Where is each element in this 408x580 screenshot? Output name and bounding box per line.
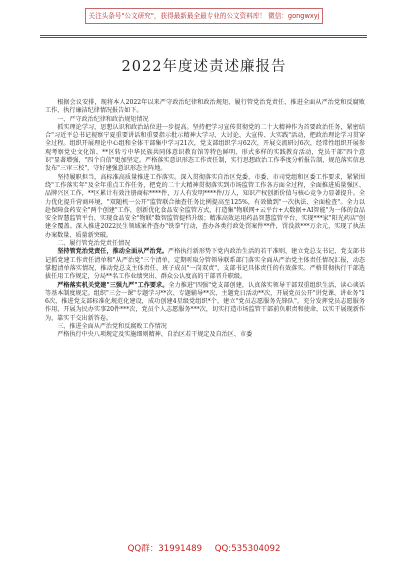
qq-group-number: QQ群：31991489 <box>127 544 203 554</box>
bold-lead: 坚持管党治党责任，推动全面从严治党。 <box>57 248 169 256</box>
qq-number: QQ:535304092 <box>214 544 281 554</box>
report-body <box>45 99 365 340</box>
section-heading-3: 三、推进全面从严治党和反腐败工作情况 <box>57 323 167 331</box>
body-paragraph: 坚持履职担当，高标准高质量推进工作落实。深入贯彻落实自治区党委、市委、市司党组和区委工作要求，紧紧围绕"工作落实年"及全年重点工作任务，把党的二十大精神贯彻落实到市场监管工作各方面全过程，全面推进质量强区、品牌兴区工作，**区累计有效注册商标****件，万人有发明****件/万人，知识产权创新价值与核心竞争力显著提升。全力优化提升营商环境，"双随机一公开"监管联合抽查任务比例提高至125%，有效做到"一次执法、全面检查"。全力以赴保障食药安全"两个创建"工作，创新优化食品安全监管方式，打造集"物联网+云平台+大数据+AI智能"为一体的食品安全智慧监管平台，实现食品安全"物联"数智监管提档升级；精准高效运用药品智慧监管平台，实现***家"阳光药店"创建全覆盖。深入推进2022民生领域案件查办"铁拳"行动，查办各类行政处罚案件**件，罚没款***万余元，实现了执法办案数量、质量新突破。 <box>45 173 365 239</box>
body-paragraph: 严格落实机关党建"三强九严"工作要求。全力推进"四强"党支部创建，认真落实领导干部双重组织生活、读心谈话等基本制度规定。组织"三会一课"专题学习**次、专题辅导**次、主题党日活动**次，开展党员公开"讲党课、讲业务"16次，推进党支部标准化规范化建设，成功创建4星级党组织*个，建立"党员志愿服务先锋队"，充分发挥党员志愿服务作用，开展为民办实事20件***次，党员个人志愿服务***次，切实打造市场监管干部前负职责和使命，以实干展现新作为，靠实干交出新答卷。 <box>45 281 366 322</box>
bold-lead: 严格落实机关党建"三强九严"工作要求。 <box>57 281 169 289</box>
contact-footer <box>0 542 408 554</box>
promo-banner: 关注头条号"公文研究"，获得最新最全最专业的公文资料库！ 微信：gongwxyj <box>85 8 323 24</box>
body-paragraph: 抓实理论学习，思想认识和政治站位进一步提高。坚持把学习宣传贯彻党的二十大精神作为首要政治任务，紧密结合"习近平总书记视察宁夏重要讲话和重要指示批示精神大学习、大讨论、大宣传、大实践"活动，把政治理论学习贯穿全过程。组织开展理论中心组和全体干部集中学习21次，党支部组织学习62次，开展交流研讨6次，经常性组织开展参观考察党史文化馆、**区转亏中华民族共同体意识教育馆等特色鲜明、形式多样的实践教育活动，党员干部"四个意识"显著增强，"四个自信"更加坚定。严格落实意识形态工作责任制，实行思想政治工作季度分析报告制，规范落实信息发布"三审三校"，守好建强意识形态主阵地。 <box>45 123 365 173</box>
section-heading-1: 一、严守政治纪律和政治规矩情况 <box>57 115 149 123</box>
body-paragraph: 严格执行中央八项规定及实施细则精神、自治区若干规定及自治区、市委 <box>57 331 253 339</box>
section-heading-2: 二、履行管党治党责任情况 <box>57 240 131 248</box>
body-paragraph: 坚持管党治党责任，推动全面从严治党。严格执行新形势下党内政治生活的若干准则，建立党总支书记、党支部书记抓党建工作责任清单和"从严治党"三个清单，定期听取分管领导联系部门落实全面从严治党主体责任情况汇报，动态掌握清单落实情况，推动党总支主体责任、班子成员"一岗双责"、支部书记具体责任的有效落实。严格贯彻执行干部选拔任用工作规定，分局**名工作业绩突出、群众公认度高的干部晋升职级。 <box>45 248 366 281</box>
header-rule <box>40 35 367 36</box>
page-title: 2022年度述责述廉报告 <box>121 59 287 75</box>
intro-paragraph: 根据会议安排，现将本人2022年以来严守政治纪律和政治规矩、履行管党治党责任、推进全面从严治党和反腐败工作、执行廉洁纪律情况报告如下。 <box>45 99 365 115</box>
header-rule-thin <box>40 37 367 38</box>
